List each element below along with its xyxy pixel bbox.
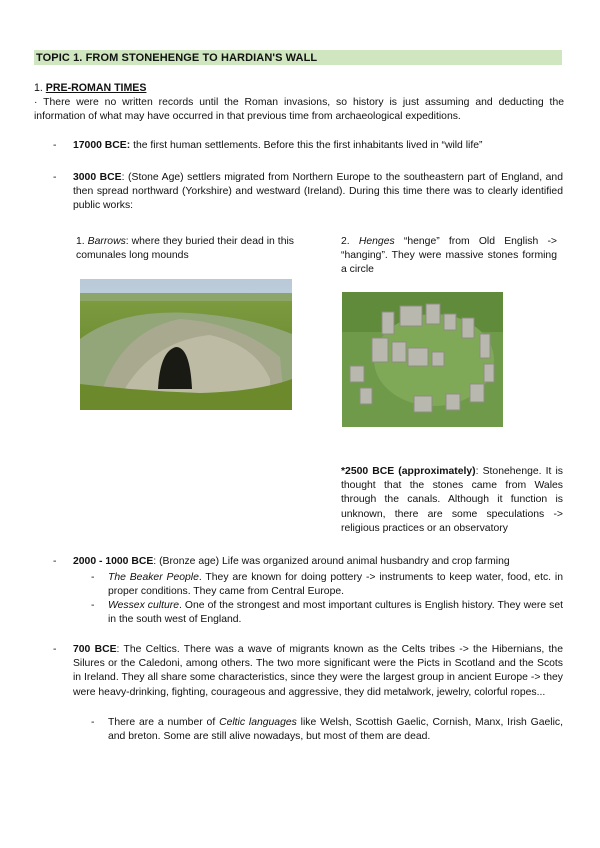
bullet-dash: - <box>53 644 57 655</box>
bullet-dash: - <box>53 140 57 151</box>
topic-title: TOPIC 1. FROM STONEHENGE TO HARDIAN'S WALL <box>36 52 318 64</box>
barrows-term: Barrows <box>87 236 126 247</box>
sub-bullet-dash: - <box>91 600 95 611</box>
item-text: the first human settlements. Before this the first inhabitants lived in “wild life” <box>130 140 483 151</box>
barrows-text: 1. Barrows: where they buried their dead in this comunales long mounds <box>76 236 294 262</box>
section-heading <box>34 81 146 95</box>
item-bronze-age: 2000 - 1000 BCE: (Bronze age) Life was organized around animal husbandry and crop farming <box>73 556 510 567</box>
item-date: 2000 - 1000 BCE <box>73 556 154 567</box>
sub-item-wessex: Wessex culture. One of the strongest and most important cultures is English history. They were set in the south west of England. <box>108 600 564 626</box>
sub-item-celtic-languages: There are a number of Celtic languages like Welsh, Scottish Gaelic, Cornish, Manx, Irish Gaelic, and breton. Some are still alive nowadays, but most of them are dead. <box>108 717 563 743</box>
sub-item-beaker: The Beaker People. They are known for doing pottery -> instruments to keep water, food, etc. in proper conditions. They came from Central Europe. <box>108 572 563 598</box>
item-3000 <box>73 171 563 214</box>
item-17000 <box>73 139 563 153</box>
stonehenge-photo <box>342 292 503 427</box>
sub-bullet-dash: - <box>91 717 95 728</box>
sub-bullet-dash: - <box>91 572 95 583</box>
stonehenge-note: *2500 BCE (approximately): Stonehenge. It is thought that the stones came from Wales through the canals. Although it function is unknown, there are some speculations -> religious practices or an observatory <box>341 466 563 534</box>
item-date: 700 BCE <box>73 644 117 655</box>
item-text: : (Stone Age) settlers migrated from Northern Europe to the southeastern part of England, and then spread northward (Yorkshire) and westward (Ireland). During this time there was to clearly identified public works: <box>73 172 563 212</box>
barrow-photo <box>80 279 292 410</box>
stonehenge-date: *2500 BCE (approximately) <box>341 466 476 477</box>
section-number: 1. <box>34 82 43 94</box>
topic-header <box>34 50 562 65</box>
item-celts: 700 BCE: The Celtics. There was a wave of migrants known as the Celts tribes -> the Hibernians, the Silures or the Caledoni, among others. The two more significant were the Picts in Scotland and the Scots in Ireland. They all share some characteristics, since they were the largest group in ancient Europe -> they were heavy-drinking, fighting, courageous and aggressive, they did metalwork, jewelry, colorful ropes... <box>73 644 563 698</box>
item-date: 17000 BCE: <box>73 140 131 151</box>
henges-text: 2. Henges “henge” from Old English -> “hanging”. They were massive stones forming a circle <box>341 236 557 276</box>
intro-paragraph: · There were no written records until the Roman invasions, so history is just assuming and deducting the information of what may have occurred in that previous time from archaeological expeditions. <box>34 97 564 123</box>
item-date: 3000 BCE <box>73 172 122 183</box>
henges-term: Henges <box>358 236 395 247</box>
bullet-dash: - <box>53 556 57 567</box>
section-title: PRE-ROMAN TIMES <box>45 82 147 94</box>
bullet-dash: - <box>53 172 57 183</box>
